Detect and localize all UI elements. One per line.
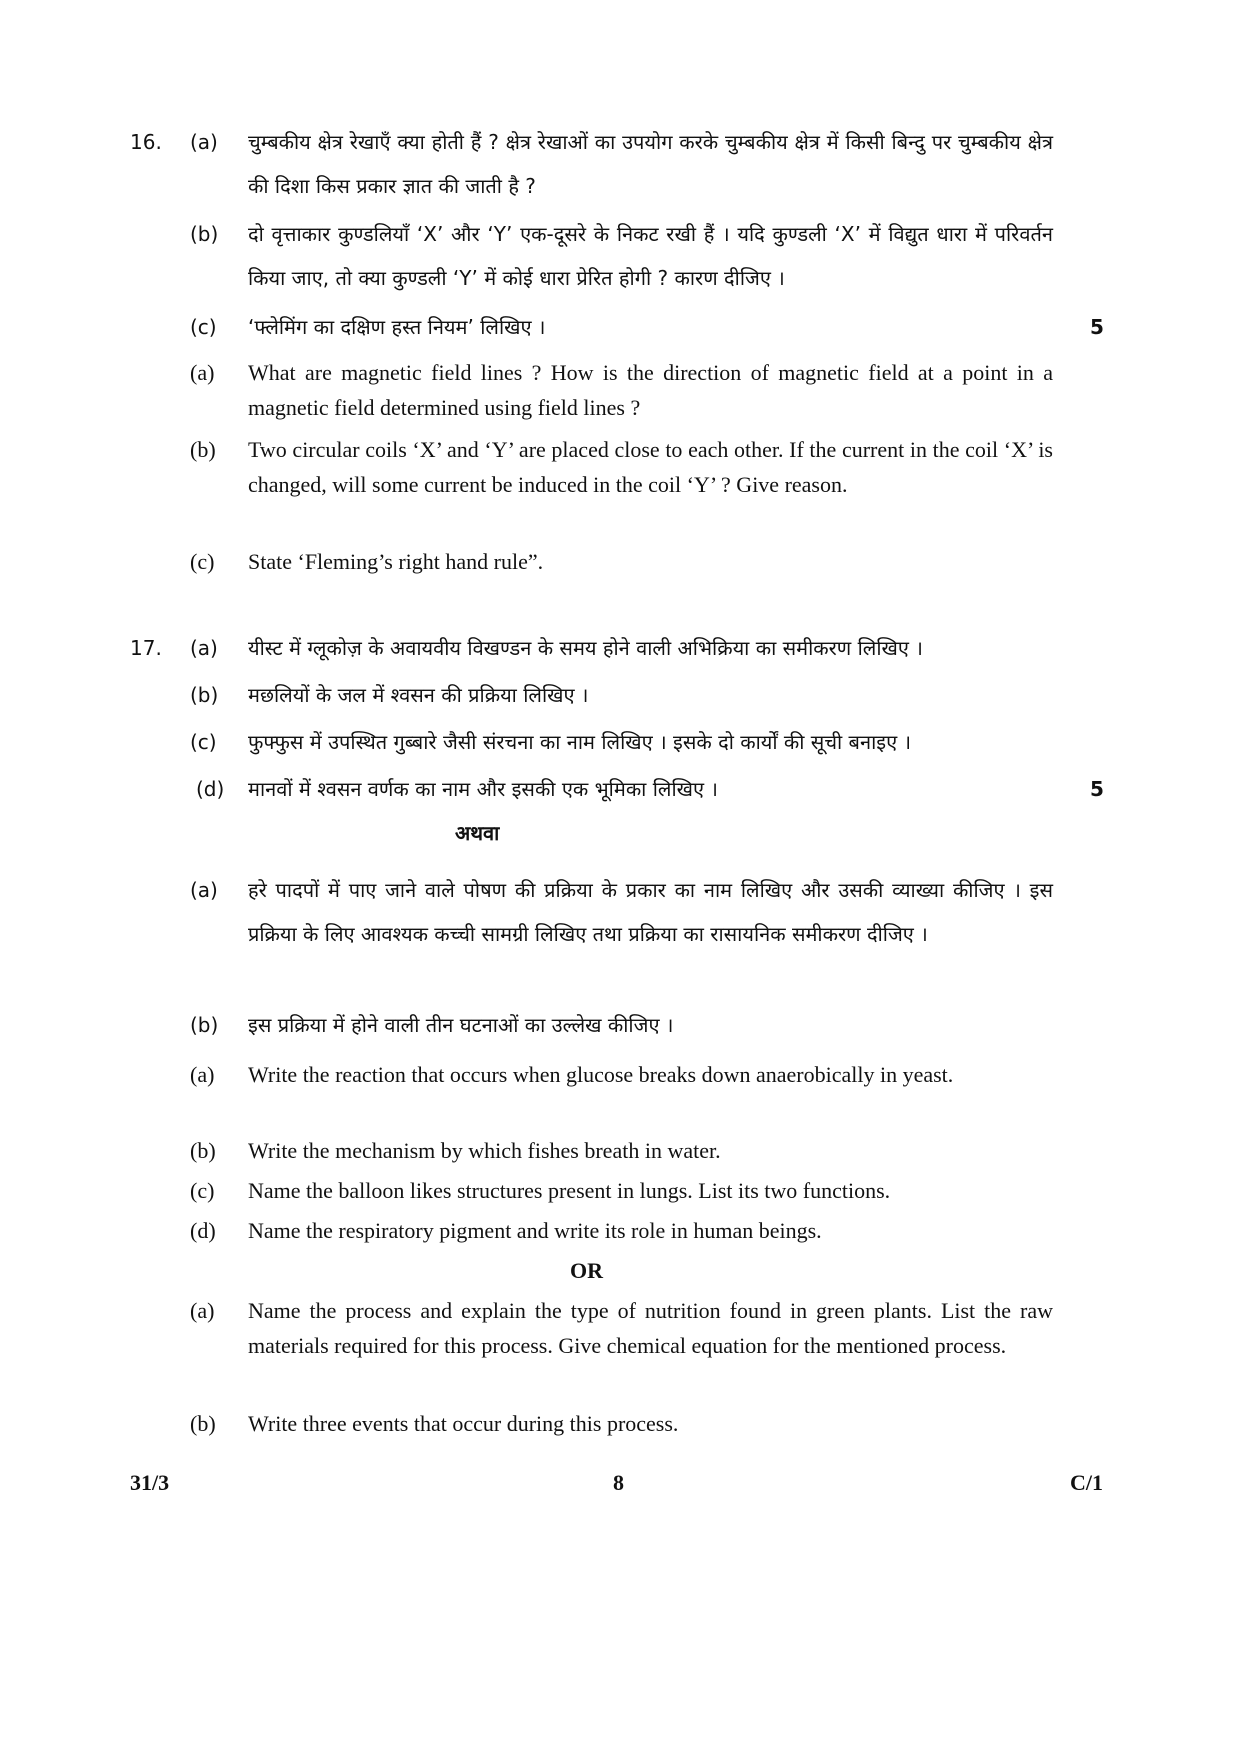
part-label: (b) <box>190 1013 219 1037</box>
part-text: फुफ्फुस में उपस्थित गुब्बारे जैसी संरचना का नाम लिखिए । इसके दो कार्यों की सूची बनाइए । <box>248 730 912 754</box>
or-heading-english: OR <box>570 1258 603 1283</box>
part-text: यीस्ट में ग्लूकोज़ के अवायवीय विखण्डन के समय होने वाली अभिक्रिया का समीकरण लिखिए । <box>248 636 923 660</box>
marks: 5 <box>1090 315 1104 339</box>
part-label: (b) <box>190 222 219 246</box>
part-label: (a) <box>190 878 218 902</box>
paper-code: 31/3 <box>130 1470 170 1495</box>
part-text: Write the mechanism by which fishes breath in water. <box>248 1138 721 1163</box>
part-label: (b) <box>190 1138 216 1163</box>
question-number: 17. <box>130 636 162 660</box>
part-label: (d) <box>190 1218 216 1243</box>
part-label: (d) <box>196 777 225 801</box>
part-text: हरे पादपों में पाए जाने वाले पोषण की प्रक्रिया के प्रकार का नाम लिखिए और उसकी व्याख्या कीजिए । इस प्रक्रिया के लिए आवश्यक कच्ची सामग्री लिखिए तथा प्रक्रिया का रासायनिक समीकरण दीजिए । <box>248 878 1053 946</box>
part-label: (a) <box>190 130 218 154</box>
set-code: C/1 <box>1070 1470 1103 1495</box>
part-text: दो वृत्ताकार कुण्डलियाँ ‘X’ और ‘Y’ एक-दूसरे के निकट रखी हैं । यदि कुण्डली ‘X’ में विद्युत धारा में परिवर्तन किया जाए, तो क्या कुण्डली ‘Y’ में कोई धारा प्रेरित होगी ? कारण दीजिए । <box>248 222 1053 290</box>
part-label: (c) <box>190 315 217 339</box>
part-text: इस प्रक्रिया में होने वाली तीन घटनाओं का उल्लेख कीजिए । <box>248 1013 674 1037</box>
part-text: चुम्बकीय क्षेत्र रेखाएँ क्या होती हैं ? क्षेत्र रेखाओं का उपयोग करके चुम्बकीय क्षेत्र में किसी बिन्दु पर चुम्बकीय क्षेत्र की दिशा किस प्रकार ज्ञात की जाती है ? <box>248 130 1053 198</box>
part-text: Name the respiratory pigment and write its role in human beings. <box>248 1218 822 1243</box>
part-text: What are magnetic field lines ? How is the direction of magnetic field at a point in a magnetic field determined using field lines ? <box>248 360 1053 420</box>
part-label: (c) <box>190 730 217 754</box>
part-text: Write three events that occur during this process. <box>248 1411 679 1436</box>
part-label: (a) <box>190 1298 215 1323</box>
part-label: (c) <box>190 549 215 574</box>
part-label: (b) <box>190 683 219 707</box>
part-label: (a) <box>190 1062 215 1087</box>
part-text: State ‘Fleming’s right hand rule”. <box>248 549 544 574</box>
part-text: ‘फ्लेमिंग का दक्षिण हस्त नियम’ लिखिए । <box>248 315 546 339</box>
marks: 5 <box>1090 777 1104 801</box>
part-label: (a) <box>190 360 215 385</box>
question-number: 16. <box>130 130 162 154</box>
part-label: (b) <box>190 437 216 462</box>
part-label: (b) <box>190 1411 216 1436</box>
part-text: मछलियों के जल में श्वसन की प्रक्रिया लिखिए । <box>248 683 589 707</box>
part-text: मानवों में श्वसन वर्णक का नाम और इसकी एक भूमिका लिखिए । <box>248 777 718 801</box>
or-heading-hindi: अथवा <box>455 821 500 845</box>
part-text: Two circular coils ‘X’ and ‘Y’ are placed close to each other. If the current in the coil ‘X’ is changed, will some current be induced in the coil ‘Y’ ? Give reason. <box>248 437 1053 497</box>
part-text: Name the process and explain the type of nutrition found in green plants. List the raw materials required for this process. Give chemical equation for the mentioned process. <box>248 1298 1053 1358</box>
part-text: Write the reaction that occurs when glucose breaks down anaerobically in yeast. <box>248 1062 954 1087</box>
page-number: 8 <box>613 1470 624 1495</box>
part-label: (c) <box>190 1178 215 1203</box>
part-text: Name the balloon likes structures present in lungs. List its two functions. <box>248 1178 891 1203</box>
part-label: (a) <box>190 636 218 660</box>
